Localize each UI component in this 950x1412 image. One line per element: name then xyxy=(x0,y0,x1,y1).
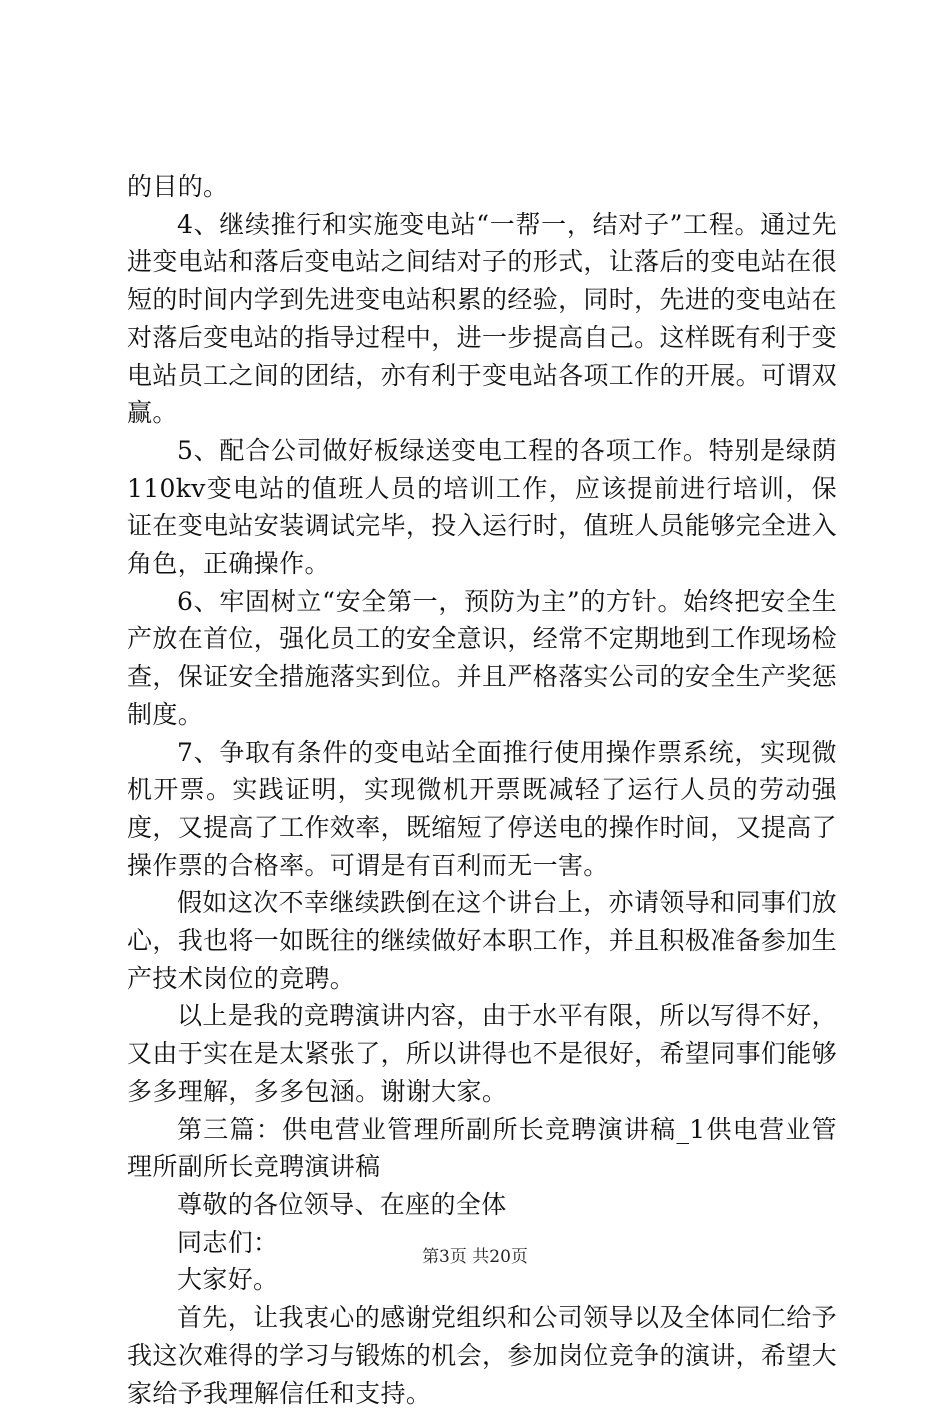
section-heading: 第三篇：供电营业管理所副所长竞聘演讲稿_1供电营业管理所副所长竞聘演讲稿 xyxy=(127,1114,837,1182)
paragraph-opening: 首先，让我衷心的感谢党组织和公司领导以及全体同仁给予我这次难得的学习与锻炼的机会，参加岗位竞争的演讲，希望大家给予我理解信任和支持。 xyxy=(127,1303,837,1408)
paragraph-item-6: 6、牢固树立“安全第一，预防为主”的方针。始终把安全生产放在首位，强化员工的安全意识，经常不定期地到工作现场检查，保证安全措施落实到位。并且严格落实公司的安全生产奖惩制度。 xyxy=(127,586,837,729)
page-number-footer: 第3页 共20页 xyxy=(422,1247,528,1267)
paragraph-item-7: 7、争取有条件的变电站全面推行使用操作票系统，实现微机开票。实践证明，实现微机开票既减轻了运行人员的劳动强度，又提高了工作效率，既缩短了停送电的操作时间，又提高了操作票的合格率。可谓是有百利而无一害。 xyxy=(127,737,837,880)
paragraph-if-fail: 假如这次不幸继续跌倒在这个讲台上，亦请领导和同事们放心，我也将一如既往的继续做好本职工作，并且积极准备参加生产技术岗位的竞聘。 xyxy=(127,888,837,993)
paragraph-item-5: 5、配合公司做好板绿送变电工程的各项工作。特别是绿荫110kv变电站的值班人员的培训工作，应该提前进行培训，保证在变电站安装调试完毕，投入运行时，值班人员能够完全进入角色，正确操作。 xyxy=(127,435,837,579)
greeting: 大家好。 xyxy=(177,1265,279,1295)
salutation-line-2: 同志们： xyxy=(177,1227,279,1257)
paragraph-continuation: 的目的。 xyxy=(127,172,229,201)
paragraph-closing: 以上是我的竞聘演讲内容，由于水平有限，所以写得不好，又由于实在是太紧张了，所以讲得也不是很好，希望同事们能够多多理解，多多包涵。谢谢大家。 xyxy=(127,1001,837,1106)
salutation-line-1: 尊敬的各位领导、在座的全体 xyxy=(177,1189,507,1219)
document-body xyxy=(127,168,837,1412)
paragraph-item-4: 4、继续推行和实施变电站“一帮一，结对子”工程。通过先进变电站和落后变电站之间结对子的形式，让落后的变电站在很短的时间内学到先进变电站积累的经验，同时，先进的变电站在对落后变电站的指导过程中，进一步提高自己。这样既有利于变电站员工之间的团结，亦有利于变电站各项工作的开展。可谓双赢。 xyxy=(127,209,837,428)
